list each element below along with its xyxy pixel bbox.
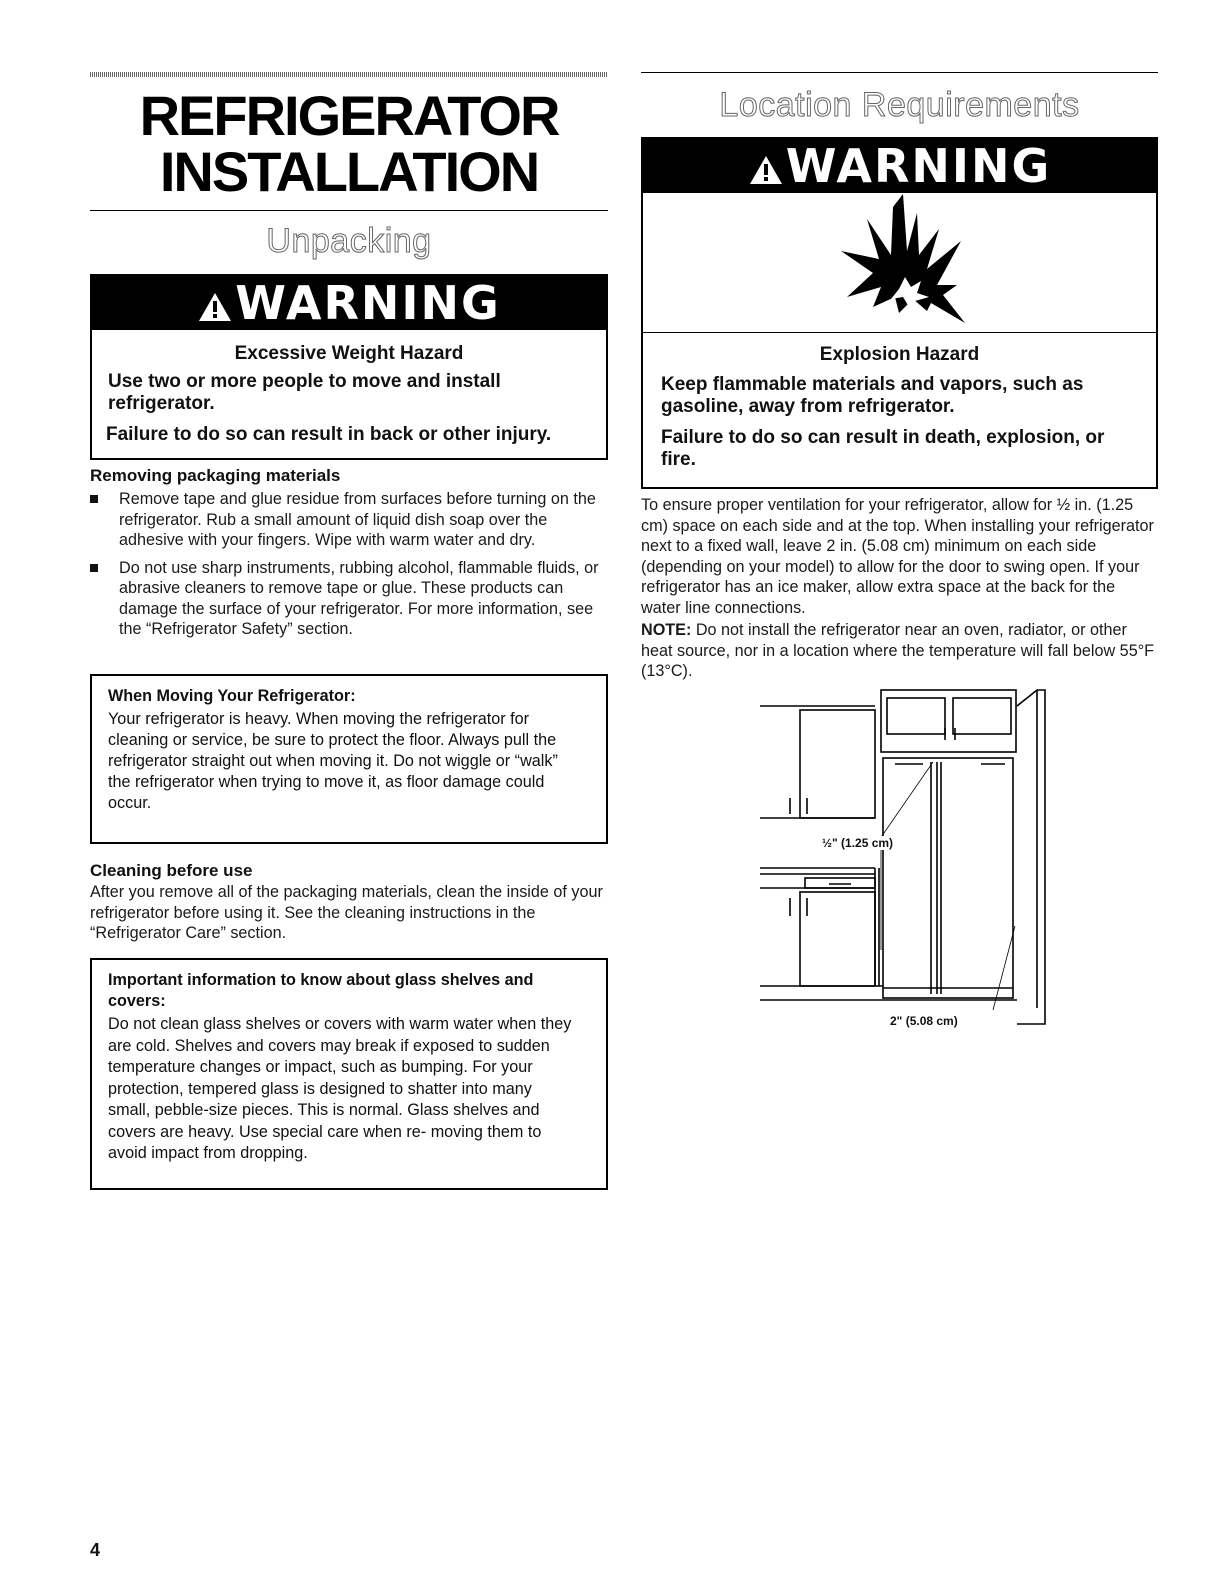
- moving-box-body: Your refrigerator is heavy. When moving the refrigerator for cleaning or service, be sure to protect the floor. Always pull the refrigerator straight out when moving it. Do not wiggle or “walk” the refrigerator when trying to move it, as floor damage could occur.: [108, 710, 558, 812]
- warning-banner: [643, 139, 1156, 193]
- bullet-text: Remove tape and glue residue from surfaces before turning on the refrigerator. Rub a small amount of liquid dish soap over the adhesive with your fingers. Wipe with warm water and dry.: [119, 490, 596, 549]
- moving-box-title: When Moving Your Refrigerator:: [108, 687, 356, 705]
- clearance-diagram: [755, 688, 1055, 1033]
- weight-warning-box: [90, 274, 608, 460]
- page-title-line2: INSTALLATION: [159, 140, 539, 203]
- warning-triangle-icon: [748, 154, 784, 186]
- right-top-rule: [641, 72, 1158, 73]
- cleaning-section: [90, 861, 605, 944]
- half-inch-label: ½" (1.25 cm): [822, 836, 894, 850]
- warning-consequence: Failure to do so can result in back or other injury.: [106, 424, 552, 445]
- top-hatch-rule: [90, 72, 608, 77]
- warning-instruction: Keep flammable materials and vapors, such as gasoline, away from refrigerator.: [661, 374, 1084, 417]
- warning-label: WARNING: [235, 276, 501, 330]
- bullet-icon: [90, 564, 98, 572]
- warning-instruction: Use two or more people to move and install refrigerator.: [108, 371, 501, 414]
- warning-consequence: Failure to do so can result in death, explosion, or fire.: [661, 427, 1105, 470]
- cleaning-heading: Cleaning before use: [90, 861, 253, 880]
- location-heading: Location Requirements: [719, 86, 1080, 124]
- glass-info-box: [90, 958, 608, 1190]
- bullet-icon: [90, 495, 98, 503]
- warning-divider: [643, 332, 1156, 333]
- moving-info-box: [90, 674, 608, 844]
- page-title-line1: REFRIGERATOR: [139, 84, 559, 147]
- warning-banner: [92, 276, 606, 330]
- hazard-title: Excessive Weight Hazard: [234, 343, 464, 364]
- page-number: 4: [90, 1540, 101, 1560]
- location-body: To ensure proper ventilation for your refrigerator, allow for ½ in. (1.25 cm) space on each side and at the top. When installing your refrigerator next to a fixed wall, leave 2 in. (5.08 cm) minimum on each side (depending on your model) to allow for the door to swing open. If your refrigerator has an ice maker, allow extra space at the back for the water line connections.: [641, 496, 1154, 617]
- explosion-icon: [833, 189, 983, 329]
- glass-box-title: Important information to know about glass shelves and covers:: [108, 971, 534, 1010]
- list-item: [90, 558, 605, 640]
- warning-triangle-icon: [197, 291, 233, 323]
- bullet-text: Do not use sharp instruments, rubbing alcohol, flammable fluids, or abrasive cleaners to remove tape or glue. These products can damage the surface of your refrigerator. For more information, see the “Refrigerator Safety” section.: [119, 558, 599, 638]
- cleaning-body: After you remove all of the packaging materials, clean the inside of your refrigerator before using it. See the cleaning instructions in the “Refrigerator Care” section.: [90, 883, 603, 942]
- explosion-warning-box: [641, 137, 1158, 489]
- page-title: [90, 84, 608, 203]
- warning-label: WARNING: [785, 139, 1052, 193]
- section-rule: [90, 210, 608, 211]
- glass-box-body: Do not clean glass shelves or covers with warm water when they are cold. Shelves and covers may break if exposed to sudden temperature changes or impact, such as bumping. For your protection, tempered glass is designed to shatter into many small, pebble-size pieces. This is normal. Glass shelves and covers are heavy. Use special care when re- moving them to avoid impact from dropping.: [108, 1015, 572, 1162]
- note-label: NOTE:: [641, 621, 692, 639]
- two-inch-label: 2" (5.08 cm): [890, 1014, 958, 1028]
- removing-heading: Removing packaging materials: [90, 466, 341, 485]
- hazard-title: Explosion Hazard: [819, 344, 980, 365]
- list-item: [90, 489, 605, 551]
- location-note: [641, 620, 1159, 682]
- note-text: Do not install the refrigerator near an oven, radiator, or other heat source, nor in a location where the temperature will fall below 55°F (13°C).: [641, 621, 1155, 680]
- unpacking-heading: Unpacking: [266, 222, 432, 260]
- removing-section: [90, 466, 605, 640]
